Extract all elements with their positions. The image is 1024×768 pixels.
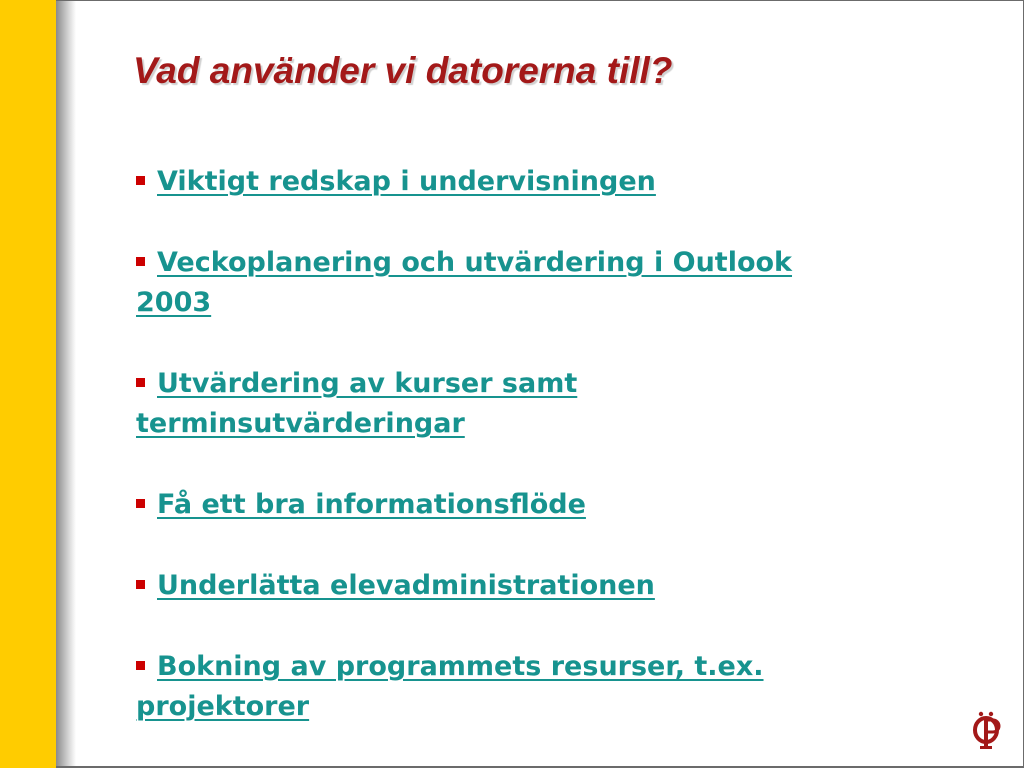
op-logo-icon	[968, 710, 1004, 750]
bullet-item	[136, 243, 836, 323]
square-bullet-icon	[136, 257, 145, 266]
square-bullet-icon	[136, 580, 145, 589]
square-bullet-icon	[136, 176, 145, 185]
bullet-item	[136, 566, 836, 606]
bullet-item	[136, 647, 836, 727]
frame-border-top	[56, 0, 1024, 1]
square-bullet-icon	[136, 499, 145, 508]
bullet-link-viktigt-redskap[interactable]: Viktigt redskap i undervisningen	[157, 166, 656, 197]
bullet-link-utvardering[interactable]: Utvärdering av kurser samt terminsutvärderingar	[136, 368, 578, 439]
bullet-list	[136, 162, 836, 727]
bullet-link-elevadministration[interactable]: Underlätta elevadministrationen	[157, 570, 655, 601]
square-bullet-icon	[136, 661, 145, 670]
bullet-item	[136, 162, 836, 202]
bullet-link-veckoplanering[interactable]: Veckoplanering och utvärdering i Outlook 2003	[136, 247, 793, 318]
slide-title: Vad använder vi datorerna till?	[133, 50, 673, 91]
bullet-item	[136, 485, 836, 525]
square-bullet-icon	[136, 378, 145, 387]
bullet-link-bokning[interactable]: Bokning av programmets resurser, t.ex. projektorer	[136, 651, 764, 722]
left-accent-shadow	[56, 0, 76, 768]
left-accent-bar	[0, 0, 56, 768]
bullet-item	[136, 364, 836, 444]
bullet-link-informationsflode[interactable]: Få ett bra informationsflöde	[157, 489, 586, 520]
